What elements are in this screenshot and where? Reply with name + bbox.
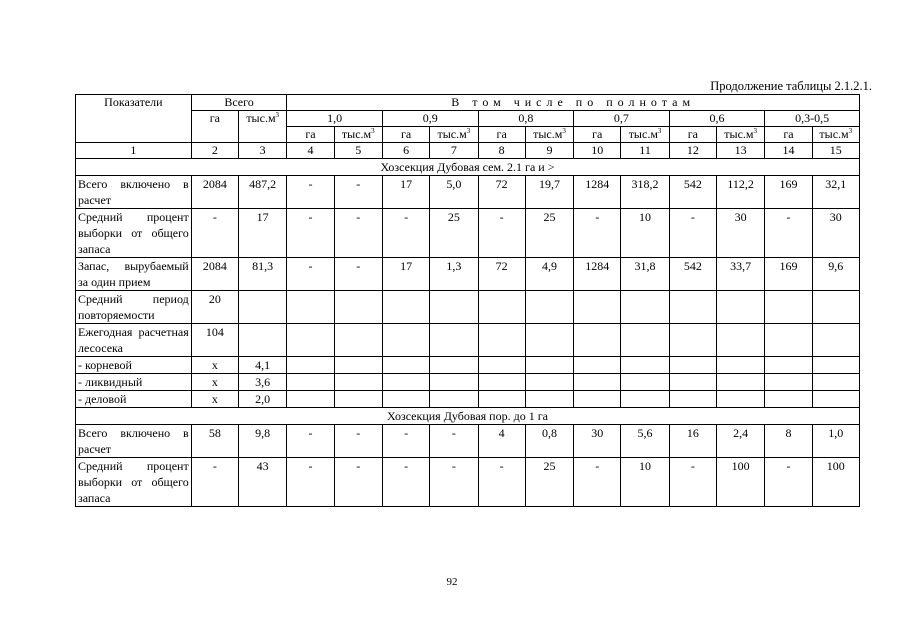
table-cell: 17 — [382, 176, 429, 209]
table-cell — [287, 291, 334, 324]
table-cell — [287, 374, 334, 391]
table-cell: - — [334, 176, 382, 209]
table-cell: - — [334, 209, 382, 258]
column-number: 7 — [430, 143, 478, 159]
table-cell: 31,8 — [621, 258, 669, 291]
table-cell: 72 — [478, 176, 525, 209]
table-cell: - — [478, 209, 525, 258]
column-number: 1 — [76, 143, 192, 159]
page-number: 92 — [446, 576, 458, 588]
table-cell — [812, 324, 859, 357]
table-cell: - — [382, 458, 429, 507]
table-cell — [574, 391, 621, 408]
table-cell: 32,1 — [812, 176, 859, 209]
section-title-row — [76, 159, 860, 176]
table-caption: Продолжение таблицы 2.1.2.1. — [710, 79, 872, 93]
section-title-row — [76, 408, 860, 425]
table-cell — [525, 357, 573, 374]
table-cell: 1284 — [574, 258, 621, 291]
header-density-ha: га — [287, 127, 334, 143]
table-cell: 0,8 — [525, 425, 573, 458]
table-cell: 169 — [765, 258, 812, 291]
table-cell — [478, 291, 525, 324]
header-including: В том числе по полнотам — [287, 95, 860, 111]
column-number: 2 — [191, 143, 238, 159]
table-cell — [574, 374, 621, 391]
table-cell: - — [382, 425, 429, 458]
table-cell — [717, 357, 765, 374]
header-density: 0,6 — [669, 111, 765, 127]
table-cell: 2084 — [191, 176, 238, 209]
table-cell: 104 — [191, 324, 238, 357]
table-cell — [574, 357, 621, 374]
table-cell: х — [191, 357, 238, 374]
header-indicators: Показатели — [76, 95, 192, 143]
header-density-ha: га — [669, 127, 716, 143]
table-cell: 33,7 — [717, 258, 765, 291]
row-label: Всего включено в расчет — [76, 425, 192, 458]
table-cell: - — [191, 458, 238, 507]
table-cell — [382, 324, 429, 357]
row-label: Средний процент выборки от общего запаса — [76, 209, 192, 258]
table-cell: - — [191, 209, 238, 258]
table-cell: 9,6 — [812, 258, 859, 291]
table-cell — [765, 324, 812, 357]
table-cell: - — [287, 425, 334, 458]
header-density-ha: га — [478, 127, 525, 143]
table-cell: 5,0 — [430, 176, 478, 209]
header-total-volume: $тыс.м^3$ — [239, 111, 287, 143]
data-table — [75, 94, 860, 507]
table-row — [76, 357, 860, 374]
table-cell — [765, 374, 812, 391]
table-cell: х — [191, 391, 238, 408]
table-cell: 487,2 — [239, 176, 287, 209]
table-cell: 542 — [669, 258, 716, 291]
table-cell: 16 — [669, 425, 716, 458]
table-cell — [717, 324, 765, 357]
column-number: 8 — [478, 143, 525, 159]
table-cell — [812, 291, 859, 324]
table-row — [76, 258, 860, 291]
table-cell — [669, 357, 716, 374]
row-label: Средний процент выборки от общего запаса — [76, 458, 192, 507]
table-cell: 112,2 — [717, 176, 765, 209]
table-cell — [717, 291, 765, 324]
table-cell — [287, 324, 334, 357]
header-density: 0,3-0,5 — [765, 111, 860, 127]
table-cell: 30 — [717, 209, 765, 258]
table-cell: 2,0 — [239, 391, 287, 408]
table-cell — [669, 324, 716, 357]
row-label: - ликвидный — [76, 374, 192, 391]
table-cell — [812, 357, 859, 374]
column-number: 3 — [239, 143, 287, 159]
row-label: Всего включено в расчет — [76, 176, 192, 209]
table-cell — [430, 324, 478, 357]
row-label: - деловой — [76, 391, 192, 408]
row-label: Ежегодная расчетная лесосека — [76, 324, 192, 357]
header-total-ha: га — [191, 111, 238, 143]
header-density-ha: га — [574, 127, 621, 143]
table-cell — [239, 291, 287, 324]
table-cell — [525, 324, 573, 357]
table-cell — [669, 374, 716, 391]
table-cell: - — [430, 425, 478, 458]
table-cell — [765, 357, 812, 374]
table-cell: - — [765, 209, 812, 258]
table-cell: - — [334, 258, 382, 291]
table-row — [76, 176, 860, 209]
table-cell: - — [430, 458, 478, 507]
table-cell: 1,0 — [812, 425, 859, 458]
table-cell — [621, 391, 669, 408]
table-row — [76, 324, 860, 357]
header-row-2 — [76, 111, 860, 127]
table-cell: 169 — [765, 176, 812, 209]
table-cell: 25 — [525, 209, 573, 258]
table-cell: 20 — [191, 291, 238, 324]
table-cell — [478, 374, 525, 391]
header-density: 0,7 — [574, 111, 670, 127]
table-cell — [382, 291, 429, 324]
table-cell: 2084 — [191, 258, 238, 291]
row-label: Средний период повторяемости — [76, 291, 192, 324]
table-cell: 25 — [525, 458, 573, 507]
header-density-volume: $тыс.м^3$ — [621, 127, 669, 143]
table-cell: - — [334, 458, 382, 507]
table-cell — [287, 357, 334, 374]
table-cell — [287, 391, 334, 408]
table-cell: - — [287, 176, 334, 209]
table-cell — [334, 391, 382, 408]
section-title: Хозсекция Дубовая сем. 2.1 га и > — [76, 159, 860, 176]
table-cell — [382, 391, 429, 408]
table-cell: 30 — [574, 425, 621, 458]
table-cell: - — [669, 458, 716, 507]
table-cell: 19,7 — [525, 176, 573, 209]
header-total: Всего — [191, 95, 287, 111]
table-cell — [717, 391, 765, 408]
header-density-volume: $тыс.м^3$ — [430, 127, 478, 143]
table-cell — [478, 324, 525, 357]
table-cell — [334, 291, 382, 324]
table-cell: - — [287, 458, 334, 507]
table-cell — [621, 374, 669, 391]
table-cell: 4,9 — [525, 258, 573, 291]
section-title: Хозсекция Дубовая пор. до 1 га — [76, 408, 860, 425]
table-cell — [334, 324, 382, 357]
table-cell — [621, 291, 669, 324]
table-cell — [478, 357, 525, 374]
table-cell: 9,8 — [239, 425, 287, 458]
table-cell: 17 — [382, 258, 429, 291]
table-cell: - — [574, 209, 621, 258]
table-cell — [478, 391, 525, 408]
table-cell — [430, 391, 478, 408]
column-number: 6 — [382, 143, 429, 159]
table-cell — [239, 324, 287, 357]
table-cell: 5,6 — [621, 425, 669, 458]
table-row — [76, 209, 860, 258]
table-cell: 1284 — [574, 176, 621, 209]
table-cell: 10 — [621, 458, 669, 507]
table-row — [76, 458, 860, 507]
table-cell — [430, 374, 478, 391]
table-cell: 17 — [239, 209, 287, 258]
table-cell — [382, 357, 429, 374]
row-label: - корневой — [76, 357, 192, 374]
header-density: 0,9 — [382, 111, 478, 127]
table-cell — [765, 391, 812, 408]
table-cell: - — [669, 209, 716, 258]
column-number: 11 — [621, 143, 669, 159]
header-density-volume: $тыс.м^3$ — [717, 127, 765, 143]
table-cell: 72 — [478, 258, 525, 291]
table-cell: 30 — [812, 209, 859, 258]
column-number: 14 — [765, 143, 812, 159]
table-cell — [621, 324, 669, 357]
table-cell — [574, 291, 621, 324]
table-cell — [717, 374, 765, 391]
table-cell: 4 — [478, 425, 525, 458]
header-density: 0,8 — [478, 111, 574, 127]
table-cell — [669, 391, 716, 408]
column-number: 12 — [669, 143, 716, 159]
table-cell: 2,4 — [717, 425, 765, 458]
table-cell — [812, 391, 859, 408]
header-density-ha: га — [765, 127, 812, 143]
table-cell: 542 — [669, 176, 716, 209]
table-cell: - — [287, 209, 334, 258]
table-cell — [382, 374, 429, 391]
table-cell: 4,1 — [239, 357, 287, 374]
header-density-volume: $тыс.м^3$ — [812, 127, 859, 143]
table-cell — [621, 357, 669, 374]
table-cell: 10 — [621, 209, 669, 258]
column-number: 13 — [717, 143, 765, 159]
header-density-volume: $тыс.м^3$ — [525, 127, 573, 143]
column-number: 5 — [334, 143, 382, 159]
table-cell: 3,6 — [239, 374, 287, 391]
table-cell: - — [287, 258, 334, 291]
table-cell: - — [765, 458, 812, 507]
table-cell: - — [478, 458, 525, 507]
table-cell: - — [382, 209, 429, 258]
table-cell: 1,3 — [430, 258, 478, 291]
header-density-volume: $тыс.м^3$ — [334, 127, 382, 143]
table-row — [76, 391, 860, 408]
table-cell — [430, 291, 478, 324]
row-label: Запас, вырубаемый за один прием — [76, 258, 192, 291]
table-cell — [669, 291, 716, 324]
table-cell: 43 — [239, 458, 287, 507]
table-cell: х — [191, 374, 238, 391]
table-cell: 81,3 — [239, 258, 287, 291]
table-cell: 58 — [191, 425, 238, 458]
table-cell — [765, 291, 812, 324]
table-cell — [525, 374, 573, 391]
table-cell: 8 — [765, 425, 812, 458]
table-cell: 100 — [812, 458, 859, 507]
header-row-1 — [76, 95, 860, 111]
table-cell: 25 — [430, 209, 478, 258]
table-row — [76, 374, 860, 391]
table-cell — [334, 374, 382, 391]
table-cell: 100 — [717, 458, 765, 507]
header-column-numbers — [76, 143, 860, 159]
table-cell — [574, 324, 621, 357]
table-row — [76, 291, 860, 324]
header-density: 1,0 — [287, 111, 383, 127]
header-density-ha: га — [382, 127, 429, 143]
table-cell: - — [574, 458, 621, 507]
table-row — [76, 425, 860, 458]
table-cell — [334, 357, 382, 374]
table-cell: 318,2 — [621, 176, 669, 209]
column-number: 4 — [287, 143, 334, 159]
column-number: 15 — [812, 143, 859, 159]
table-cell: - — [334, 425, 382, 458]
table-cell — [525, 291, 573, 324]
column-number: 10 — [574, 143, 621, 159]
table-cell — [812, 374, 859, 391]
column-number: 9 — [525, 143, 573, 159]
table-cell — [430, 357, 478, 374]
table-cell — [525, 391, 573, 408]
